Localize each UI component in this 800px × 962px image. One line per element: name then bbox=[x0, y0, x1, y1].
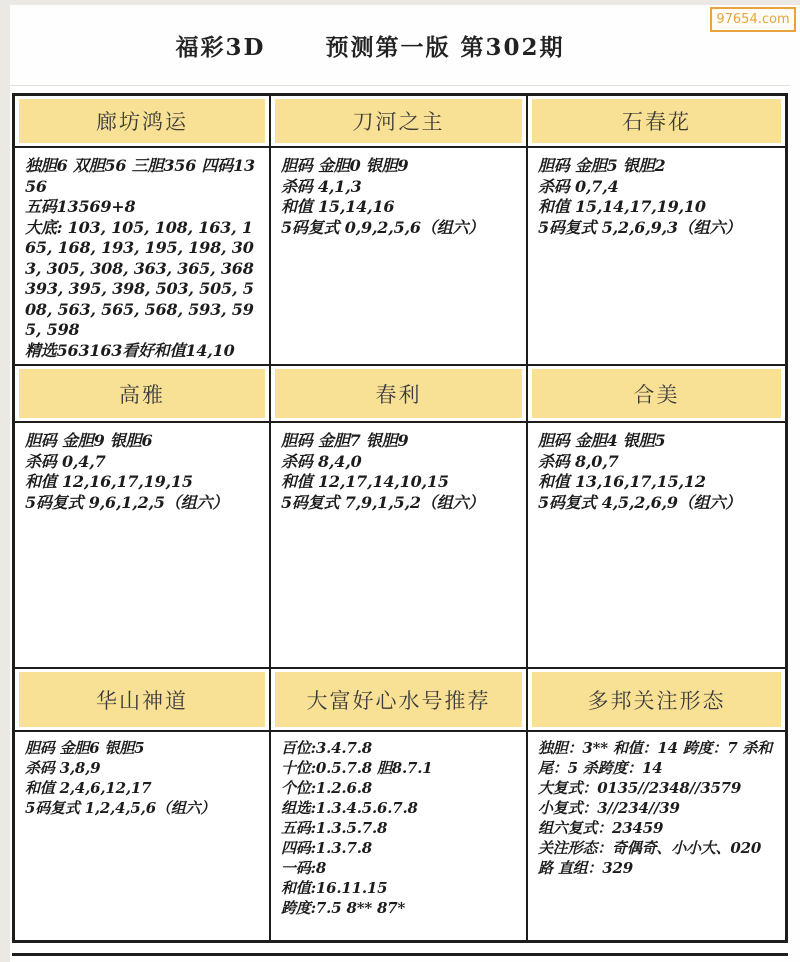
content-line: 和值 13,16,17,15,12 bbox=[538, 472, 706, 491]
prediction-table bbox=[12, 93, 788, 943]
content-line: 独胆：3** 和值：14 跨度：7 杀和尾：5 杀跨度：14 bbox=[538, 739, 773, 777]
panel-header-langfang-hongyun bbox=[15, 96, 271, 148]
content-line: 5码复式 4,5,2,6,9（组六） bbox=[538, 492, 742, 512]
panel-content-dafu-recommend bbox=[271, 732, 528, 940]
content-line: 5码复式 7,9,1,5,2（组六） bbox=[281, 492, 485, 512]
header-fill bbox=[532, 99, 781, 143]
panel-content-hemei bbox=[528, 423, 785, 669]
content-line: 和值 12,17,14,10,15 bbox=[281, 472, 449, 491]
content-line: 路 直组：329 bbox=[538, 859, 633, 877]
content-line: 5码复式 5,2,6,9,3（组六） bbox=[538, 217, 742, 237]
content-line: 杀码 8,4,0 bbox=[281, 451, 362, 471]
header-label: 多邦关注形态 bbox=[587, 688, 726, 713]
panel-content-huashan-shendao bbox=[15, 732, 271, 940]
header-fill bbox=[19, 672, 265, 727]
content-line: 5码复式 0,9,2,5,6（组六） bbox=[281, 217, 485, 237]
panel-header-huashan-shendao bbox=[15, 669, 271, 732]
content-line: 关注形态：奇偶奇、小小大、020 bbox=[538, 839, 762, 857]
content-line: 和值 15,14,16 bbox=[281, 197, 395, 216]
panel-header-chunli bbox=[271, 366, 528, 423]
panel-content-duobang-patterns bbox=[528, 732, 785, 940]
content-line: 组六复式：23459 bbox=[538, 819, 664, 837]
content-line: 四码:1.3.7.8 bbox=[281, 839, 372, 857]
content-line: 和值 12,16,17,19,15 bbox=[25, 472, 193, 491]
content-line: 大复式：0135//2348//3579 bbox=[538, 779, 742, 797]
header-fill bbox=[275, 99, 522, 143]
header-fill bbox=[275, 672, 522, 727]
page bbox=[10, 5, 800, 962]
content-line: 和值:16.11.15 bbox=[281, 879, 388, 897]
content-line: 小复式：3//234//39 bbox=[538, 799, 680, 817]
panel-content-chunli bbox=[271, 423, 528, 669]
header-label: 石春花 bbox=[622, 110, 691, 134]
content-line: 和值 2,4,6,12,17 bbox=[25, 779, 152, 797]
panel-content-daohe-zhizhu bbox=[271, 148, 528, 366]
content-line: 393, 395, 398, 503, 505, 508, 563, 565, 568, 593, 595, 598 bbox=[25, 279, 254, 339]
header-fill bbox=[532, 672, 781, 727]
header-label: 廊坊鸿运 bbox=[96, 110, 188, 134]
panel-header-duobang-patterns bbox=[528, 669, 785, 732]
page-title: 福彩3D 预测第一版 第302期 bbox=[175, 33, 565, 61]
header-label: 春利 bbox=[375, 382, 422, 407]
content-line: 5码复式 9,6,1,2,5（组六） bbox=[25, 492, 229, 512]
panel-header-dafu-recommend bbox=[271, 669, 528, 732]
content-line: 杀码 8,0,7 bbox=[538, 451, 619, 471]
panel-header-gaoya bbox=[15, 366, 271, 423]
content-line: 和值 15,14,17,19,10 bbox=[538, 197, 706, 216]
content-line: 胆码 金胆4 银胆5 bbox=[538, 431, 666, 450]
content-line: 百位:3.4.7.8 bbox=[281, 739, 372, 757]
content-line: 精选563163看好和值14,10 bbox=[25, 340, 235, 360]
panel-content-langfang-hongyun bbox=[15, 148, 271, 366]
content-line: 一码:8 bbox=[281, 859, 327, 877]
header-label: 高雅 bbox=[119, 382, 165, 407]
content-line: 五码:1.3.5.7.8 bbox=[281, 819, 388, 837]
watermark-text: 97654.com bbox=[716, 12, 790, 27]
content-line: 杀码 4,1,3 bbox=[281, 176, 362, 196]
content-line: 杀码 0,7,4 bbox=[538, 176, 619, 196]
content-line: 跨度:7.5 8** 87* bbox=[281, 899, 406, 917]
bottom-divider bbox=[12, 953, 788, 956]
header-label: 华山神道 bbox=[96, 688, 188, 713]
content-line: 杀码 3,8,9 bbox=[25, 759, 101, 777]
content-line: 胆码 金胆0 银胆9 bbox=[281, 156, 409, 175]
content-line: 大底: 103, 105, 108, 163, 165, 168, 193, 195, 198, 303, 305, 308, 363, 365, 368 bbox=[25, 217, 254, 278]
content-line: 十位:0.5.7.8 胆8.7.1 bbox=[281, 759, 433, 777]
panel-header-daohe-zhizhu bbox=[271, 96, 528, 148]
header-fill bbox=[275, 369, 522, 418]
content-line: 杀码 0,4,7 bbox=[25, 451, 106, 471]
content-line: 胆码 金胆7 银胆9 bbox=[281, 431, 409, 450]
panel-content-gaoya bbox=[15, 423, 271, 669]
content-line: 5码复式 1,2,4,5,6（组六） bbox=[25, 799, 216, 817]
header-label: 刀河之主 bbox=[352, 110, 445, 134]
title-bar bbox=[10, 5, 790, 86]
panel-header-shichunhua bbox=[528, 96, 785, 148]
content-line: 胆码 金胆5 银胆2 bbox=[538, 156, 666, 175]
content-line: 独胆6 双胆56 三胆356 四码1356 bbox=[25, 156, 255, 196]
header-label: 大富好心水号推荐 bbox=[306, 688, 491, 713]
content-line: 胆码 金胆6 银胆5 bbox=[25, 739, 145, 757]
content-line: 个位:1.2.6.8 bbox=[281, 779, 372, 797]
content-line: 胆码 金胆9 银胆6 bbox=[25, 431, 153, 450]
content-line: 组选:1.3.4.5.6.7.8 bbox=[281, 799, 418, 817]
header-fill bbox=[532, 369, 781, 418]
content-line: 五码13569+8 bbox=[25, 197, 136, 216]
panel-content-shichunhua bbox=[528, 148, 785, 366]
header-label: 合美 bbox=[633, 382, 680, 407]
header-fill bbox=[19, 369, 265, 418]
panel-header-hemei bbox=[528, 366, 785, 423]
header-fill bbox=[19, 99, 265, 143]
